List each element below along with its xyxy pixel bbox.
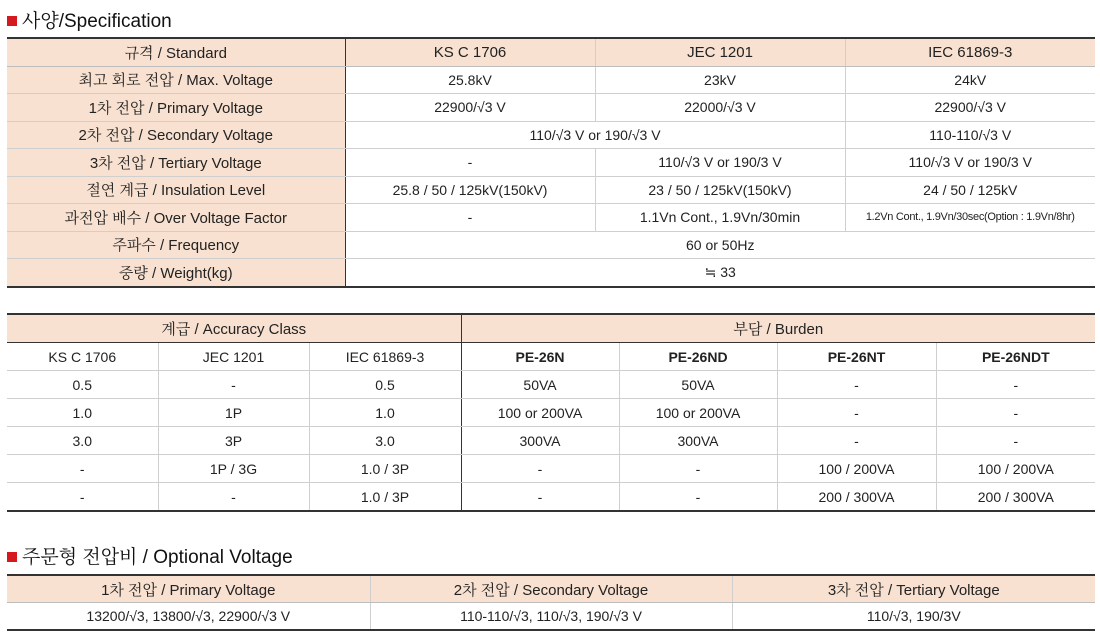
spec-row-secondary-voltage [7, 121, 1095, 149]
spec-header-standard: 규격 / Standard [7, 38, 345, 66]
cell-iec: 1.2Vn Cont., 1.9Vn/30sec(Option : 1.9Vn/8hr) [845, 204, 1095, 232]
optional-header-primary: 1차 전압 / Primary Voltage [7, 575, 370, 603]
cell-iec: 110-110/√3 V [845, 121, 1095, 149]
cell-iec: 24kV [845, 66, 1095, 94]
row-label: 최고 회로 전압 / Max. Voltage [7, 66, 345, 94]
cell-all: ≒ 33 [704, 263, 736, 280]
cell: 0.5 [7, 371, 158, 399]
cell: - [7, 483, 158, 512]
cell: 3P [158, 427, 309, 455]
optional-header-row [7, 575, 1095, 603]
cell-iec: 24 / 50 / 125kV [845, 176, 1095, 204]
row-label: 절연 계급 / Insulation Level [7, 176, 345, 204]
cell-ks: 22900/√3 V [345, 94, 595, 122]
spec-table [7, 37, 1095, 288]
cell: 50VA [619, 371, 777, 399]
cell: - [7, 455, 158, 483]
table-row [7, 371, 1095, 399]
cell: - [936, 371, 1095, 399]
row-label: 1차 전압 / Primary Voltage [7, 94, 345, 122]
cell: - [777, 399, 936, 427]
cell: 1P / 3G [158, 455, 309, 483]
spec-row-max-voltage [7, 66, 1095, 94]
cell: - [936, 399, 1095, 427]
row-label: 주파수 / Frequency [7, 231, 345, 259]
cell-jec: 22000/√3 V [595, 94, 845, 122]
sub-header-pe-26n: PE-26N [461, 343, 619, 371]
cell-jec: 23kV [595, 66, 845, 94]
spec-header-ks: KS C 1706 [345, 38, 595, 66]
sub-header-pe-26ndt: PE-26NDT [936, 343, 1095, 371]
cell: 100 / 200VA [777, 455, 936, 483]
optional-primary-value: 13200/√3, 13800/√3, 22900/√3 V [7, 603, 370, 631]
optional-values-row [7, 603, 1095, 631]
cell: 200 / 300VA [977, 488, 1054, 505]
accuracy-class-header: 계급 / Accuracy Class [7, 314, 461, 343]
accuracy-burden-table [7, 313, 1095, 512]
cell: 1.0 [7, 399, 158, 427]
cell: 1.0 / 3P [309, 483, 461, 512]
cell-iec: 22900/√3 V [845, 94, 1095, 122]
optional-voltage-table [7, 574, 1095, 631]
cell-all: 60 or 50Hz [345, 231, 1095, 259]
optional-header-tertiary: 3차 전압 / Tertiary Voltage [732, 575, 1095, 603]
red-square-icon [7, 552, 17, 562]
cell: - [619, 483, 777, 512]
cell: - [936, 427, 1095, 455]
table-row [7, 483, 1095, 512]
spec-header-jec: JEC 1201 [595, 38, 845, 66]
accuracy-top-header-row [7, 314, 1095, 343]
cell-jec: 23 / 50 / 125kV(150kV) [595, 176, 845, 204]
sub-header-pe-26nt: PE-26NT [777, 343, 936, 371]
accuracy-sub-header-row [7, 343, 1095, 371]
cell: 1.0 / 3P [309, 455, 461, 483]
row-label: 2차 전압 / Secondary Voltage [7, 121, 345, 149]
spec-row-over-voltage-factor [7, 204, 1095, 232]
cell: - [461, 483, 619, 512]
cell: - [158, 371, 309, 399]
cell: - [619, 455, 777, 483]
cell-jec: 110/√3 V or 190/3 V [595, 149, 845, 177]
cell: 0.5 [309, 371, 461, 399]
row-label: 3차 전압 / Tertiary Voltage [7, 149, 345, 177]
cell: 100 / 200VA [936, 455, 1095, 483]
cell: 3.0 [7, 427, 158, 455]
cell: 1.0 [309, 399, 461, 427]
cell-ks: 25.8 / 50 / 125kV(150kV) [345, 176, 595, 204]
table-row [7, 427, 1095, 455]
cell: - [461, 455, 619, 483]
optional-tertiary-value: 110/√3, 190/3V [866, 608, 961, 624]
spec-header-row [7, 38, 1095, 66]
spec-row-tertiary-voltage [7, 149, 1095, 177]
spec-row-weight [7, 259, 1095, 287]
sub-header-jec: JEC 1201 [158, 343, 309, 371]
sub-header-ks: KS C 1706 [7, 343, 158, 371]
cell-ks: - [345, 204, 595, 232]
cell-iec: 110/√3 V or 190/3 V [845, 149, 1095, 177]
spec-row-insulation-level [7, 176, 1095, 204]
cell: 50VA [461, 371, 619, 399]
cell: - [777, 371, 936, 399]
cell: - [158, 483, 309, 512]
cell: 300VA [461, 427, 619, 455]
spec-row-primary-voltage [7, 94, 1095, 122]
cell: 200 / 300VA [777, 483, 936, 512]
cell: 100 or 200VA [619, 399, 777, 427]
spec-header-iec: IEC 61869-3 [845, 38, 1095, 66]
red-square-icon [7, 16, 17, 26]
sub-header-iec: IEC 61869-3 [309, 343, 461, 371]
optional-section-title: 주문형 전압비 / Optional Voltage [7, 542, 293, 569]
cell-ks: 25.8kV [345, 66, 595, 94]
cell: - [777, 427, 936, 455]
sub-header-pe-26nd: PE-26ND [619, 343, 777, 371]
table-row [7, 399, 1095, 427]
optional-header-secondary: 2차 전압 / Secondary Voltage [370, 575, 732, 603]
spec-row-frequency [7, 231, 1095, 259]
cell: 3.0 [309, 427, 461, 455]
row-label: 중량 / Weight(kg) [7, 259, 345, 287]
burden-header: 부담 / Burden [461, 314, 1095, 343]
cell: 300VA [619, 427, 777, 455]
row-label: 과전압 배수 / Over Voltage Factor [7, 204, 345, 232]
cell-ks: - [345, 149, 595, 177]
optional-secondary-value: 110-110/√3, 110/√3, 190/√3 V [370, 603, 732, 631]
cell: 1P [158, 399, 309, 427]
cell: 100 or 200VA [461, 399, 619, 427]
spec-section-title: 사양/Specification [7, 6, 172, 33]
cell-jec: 1.1Vn Cont., 1.9Vn/30min [595, 204, 845, 232]
table-row [7, 455, 1095, 483]
cell-ks-jec: 110/√3 V or 190/√3 V [345, 121, 845, 149]
